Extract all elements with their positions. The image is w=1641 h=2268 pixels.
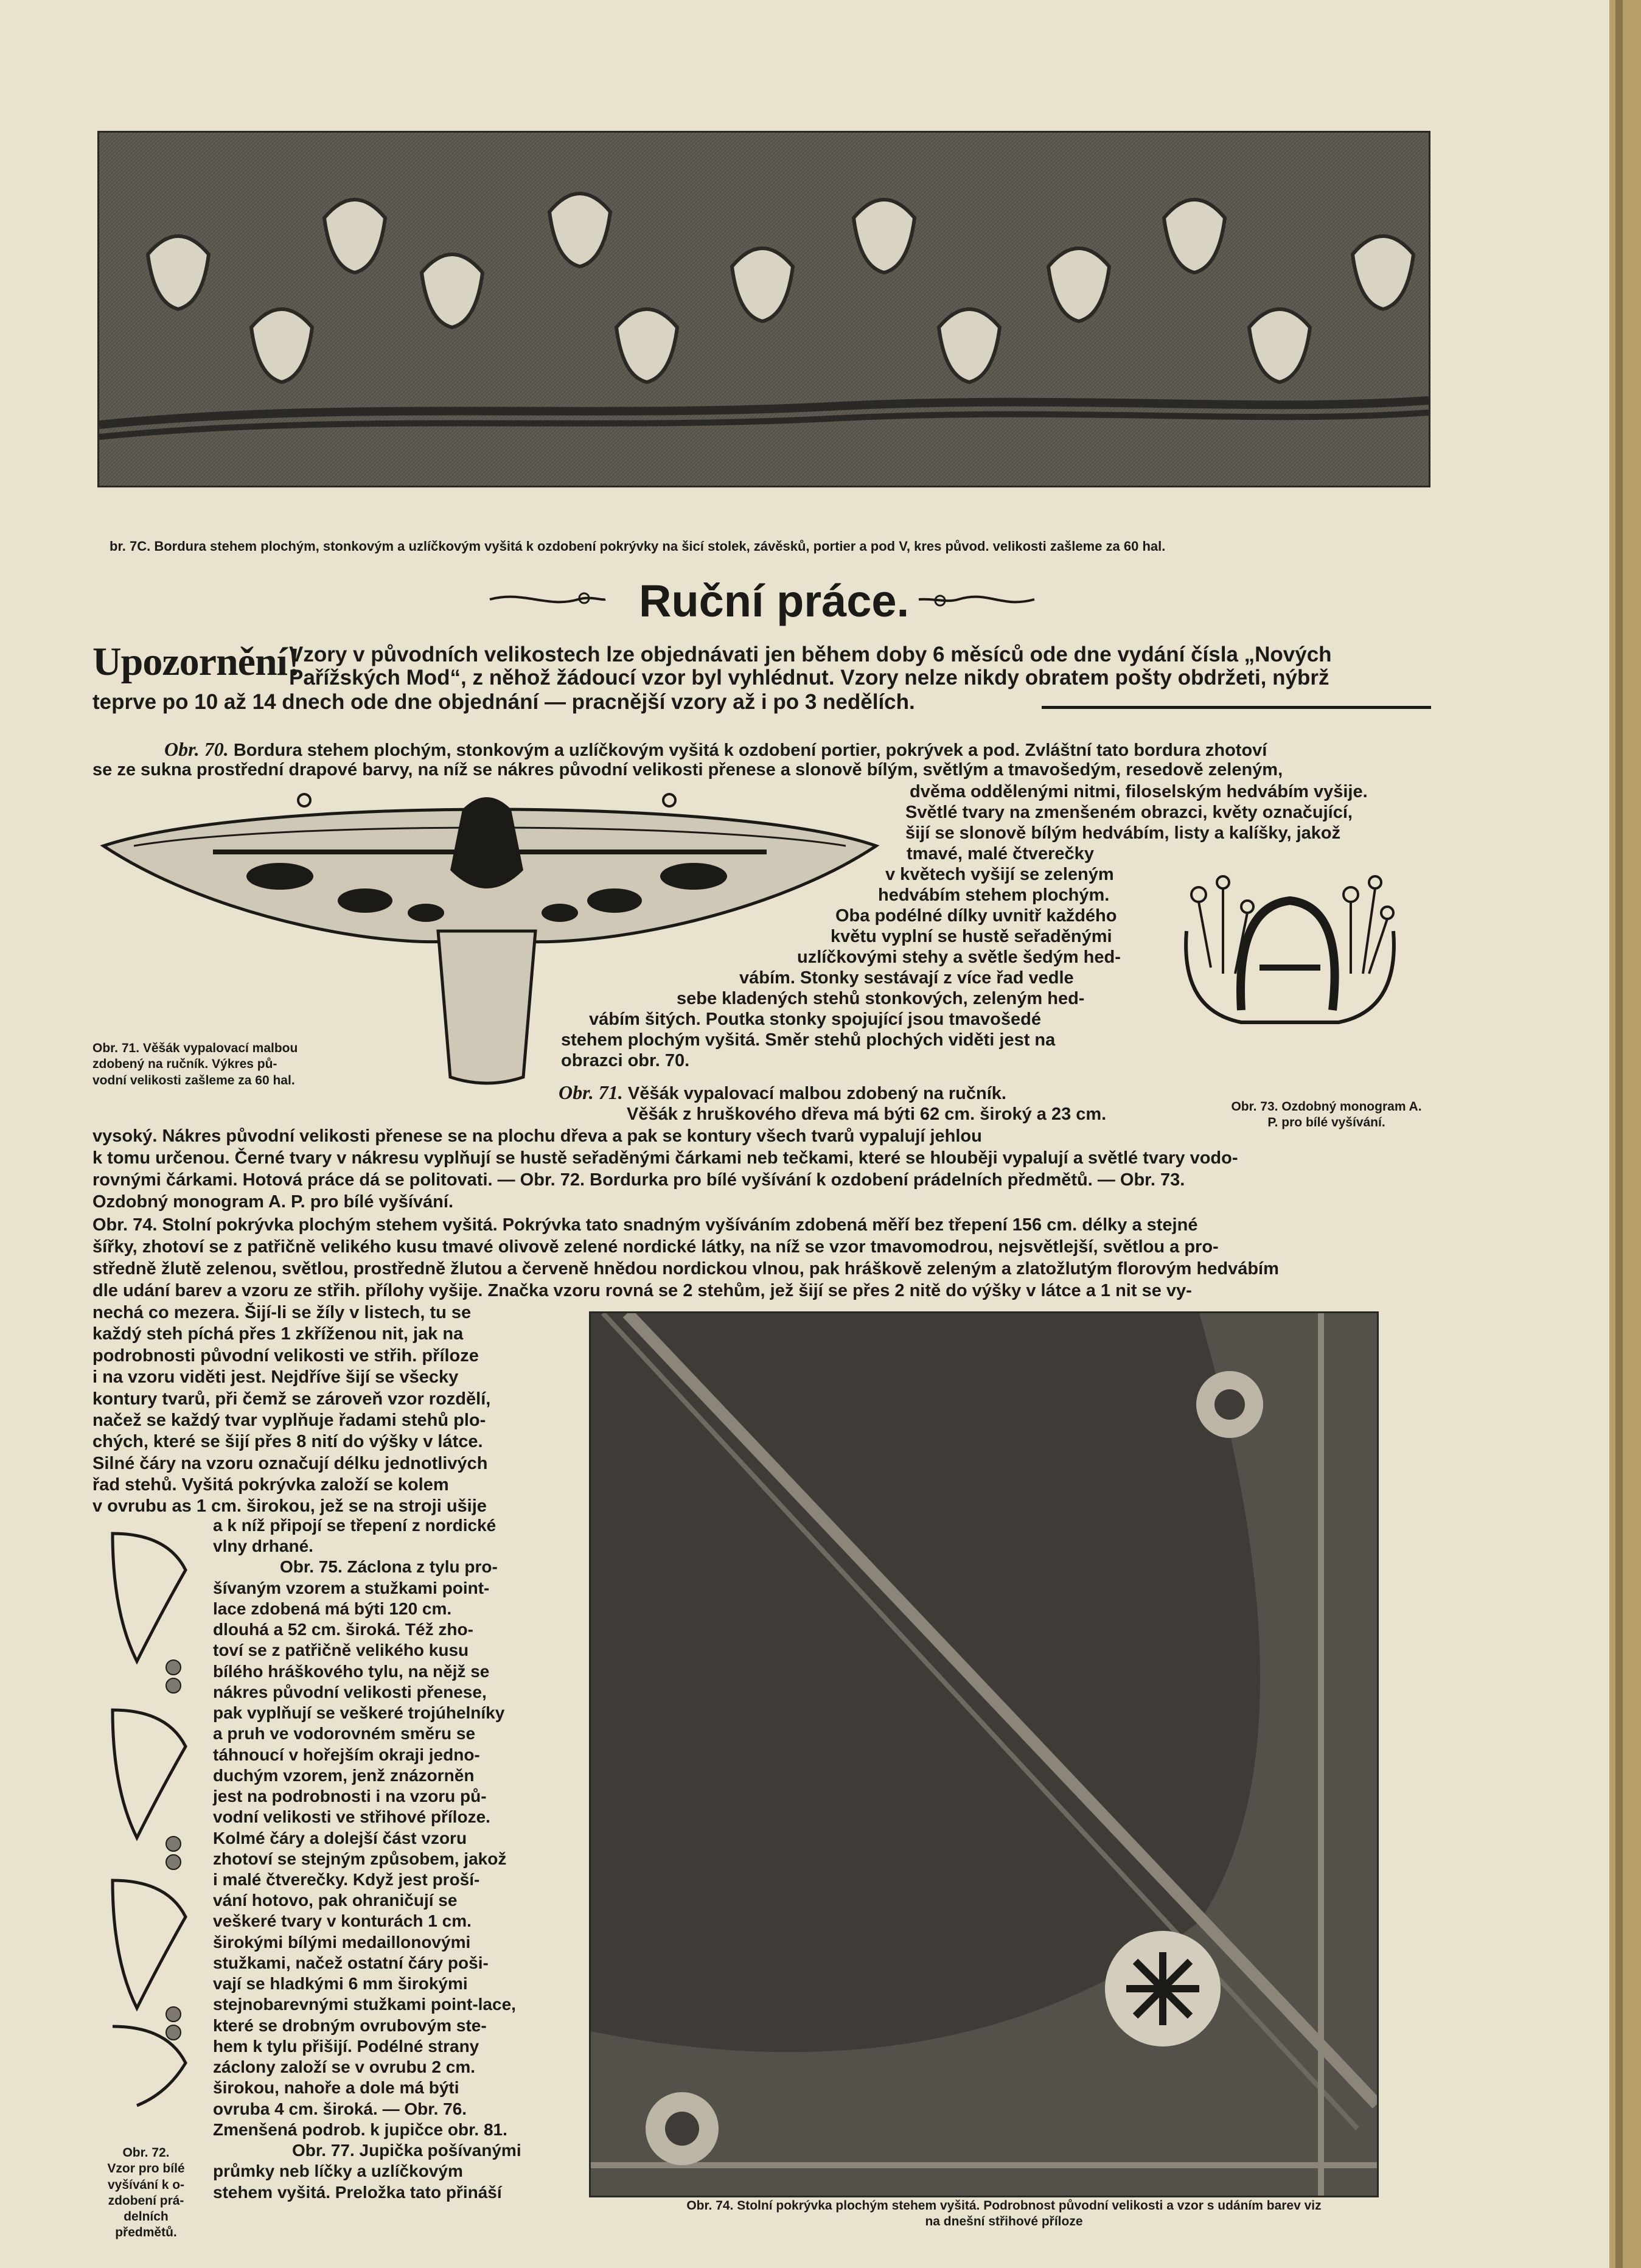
narrow-col-line-30: Zmenšená podrob. k jupičce obr. 81. (213, 2120, 507, 2139)
narrow-col-line-7: toví se z patřičně velikého kusu (213, 1641, 469, 1660)
narrow-col-line-26: hem k tylu přišijí. Podélné strany (213, 2036, 479, 2056)
fig72-caption-line-1: Obr. 72. (122, 2146, 170, 2160)
p71-line-1 (559, 1081, 1006, 1104)
p70-text-a: Bordura stehem plochým, stonkovým a uzlíčkovým vyšitá k ozdobení portier, pokrývek a pod. Zvláštní tato bordura zhotoví (233, 741, 1267, 760)
narrow-col-line-24: stejnobarevnými stužkami point-lace, (213, 1995, 516, 2014)
wrap-line-10: vábím. Stonky sestávají z více řad vedle (739, 968, 1074, 988)
wrap-line-13: stehem plochým vyšitá. Směr stehů plochých viděti jest na (561, 1030, 1056, 1050)
left-col-line-1: nechá co mezera. Šijí-li se žíly v listech, tu se (92, 1303, 472, 1322)
page-edge (1609, 0, 1641, 2268)
wrap-line-4: tmavé, malé čtverečky (907, 844, 1094, 864)
narrow-col-line-25: které se drobným ovrubovým ste- (213, 2015, 487, 2035)
narrow-col-line-18: i malé čtverečky. Když jest proší- (213, 1869, 480, 1889)
left-col-line-6: načež se každý tvar vyplňuje řadami stehů plo- (92, 1410, 486, 1430)
fig74-caption-line-2: na dnešní střihové příloze (925, 2214, 1083, 2229)
narrow-col-line-2: vlny drhané. (213, 1537, 313, 1556)
fig70-border-drawing (99, 133, 1429, 486)
fig72-border-image (100, 1527, 198, 2112)
fig74-caption (578, 2198, 1430, 2230)
page-edge-shadow (1615, 0, 1623, 2268)
fig72-caption-line-2: Vzor pro bílé (107, 2162, 185, 2176)
narrow-col-line-27: záclony založí se v ovrubu 2 cm. (213, 2057, 476, 2077)
wrap-line-11: sebe kladených stehů stonkových, zeleným hed- (677, 989, 1085, 1008)
narrow-col-line-12: táhnoucí v hořejším okraji jedno- (213, 1745, 480, 1764)
narrow-col-line-15: vodní velikosti ve střihové příloze. (213, 1807, 490, 1827)
narrow-col-line-33: stehem vyšitá. Preložka tato přináší (213, 2182, 502, 2202)
notice-line-1: Vzory v původních velikostech lze objednávati jen během doby 6 měsíců ode dne vydání čísla „Nových (289, 643, 1332, 666)
left-col-line-7: chých, které se šijí přes 8 nití do výšky v látce. (92, 1432, 483, 1452)
fig73-monogram-image (1168, 870, 1412, 1041)
full-line-5: Obr. 74. Stolní pokrývka plochým stehem vyšitá. Pokrývka tato snadným vyšíváním zdobená měří bez třepení 156 cm. délky a stejné (92, 1215, 1198, 1235)
narrow-col-line-1: a k níž připojí se třepení z nordické (213, 1516, 496, 1535)
wrap-line-6: hedvábím stehem plochým. (878, 885, 1110, 905)
wrap-line-8: květu vyplní se hustě seřaděnými (831, 927, 1112, 946)
notice-rule (1042, 706, 1431, 709)
fig74-caption-line-1: Obr. 74. Stolní pokrývka plochým stehem vyšitá. Podrobnost původní velikosti a vzor s udáním barev viz (686, 2199, 1322, 2213)
wrap-line-3: šijí se slonově bílým hedvábím, listy a kalíšky, jakož (905, 823, 1341, 843)
fig72-caption (91, 2145, 201, 2241)
p70-line-2: se ze sukna prostřední drapové barvy, na níž se nákres původní velikosti přenese a slonově bílým, světlým a tmavošedým, resedově zeleným, (92, 760, 1283, 780)
wrap-line-9: uzlíčkovými stehy a světle šedým hed- (797, 947, 1121, 967)
fig73-caption-line-2: P. pro bílé vyšívání. (1267, 1115, 1385, 1130)
left-col-line-9: řad stehů. Vyšitá pokrývka založí se kolem (92, 1475, 449, 1495)
fig74-tablecloth-image (589, 1311, 1379, 2197)
left-col-line-4: i na vzoru viděti jest. Nejdříve šijí se všecky (92, 1367, 459, 1387)
narrow-col-line-21: širokými bílými medaillonovými (213, 1932, 471, 1952)
fig71-caption (92, 1041, 378, 1089)
left-col (92, 1302, 555, 1518)
full-line-1: vysoký. Nákres původní velikosti přenese se na plochu dřeva a pak se kontury všech tvarů vypalují jehlou (92, 1126, 982, 1146)
left-col-line-5: kontury tvarů, při čemž se zároveň vzor rozdělí, (92, 1389, 491, 1409)
full-line-2: k tomu určenou. Černé tvary v nákresu vyplňují se hustě seřaděnými čárkami neb tečkami, které se hlouběji vypalují a světlé tvary vodo- (92, 1148, 1238, 1168)
p71-text-a: Věšák vypalovací malbou zdobený na ručník. (627, 1084, 1006, 1103)
fig71-caption-line-1: Obr. 71. Věšák vypalovací malbou (92, 1041, 298, 1055)
full-line-8: dle udání barev a vzoru ze střih. přílohy vyšije. Značka vzoru rovná se 2 stehům, jež šijí se přes 2 nitě do výšky v látce a 1 nit se vy- (92, 1281, 1192, 1300)
fig70-caption: br. 7C. Bordura stehem plochým, stonkovým a uzlíčkovým vyšitá k ozdobení pokrývky na šicí stolek, závěsků, portier a pod V, kres původ. velikosti zašleme za 60 hal. (110, 539, 1166, 554)
narrow-col-line-14: jest na podrobnosti i na vzoru pů- (213, 1787, 487, 1806)
fig70-border-image (97, 131, 1430, 487)
fig71-caption-line-3: vodní velikosti zašleme za 60 hal. (92, 1073, 295, 1087)
wrap-line-14: obrazci obr. 70. (561, 1051, 690, 1070)
wrap-line-7: Oba podélné dílky uvnitř každého (835, 906, 1117, 926)
narrow-col-line-10: pak vyplňují se veškeré trojúhelníky (213, 1703, 505, 1723)
narrow-col-line-6: dlouhá a 52 cm. široká. Též zho- (213, 1620, 473, 1639)
left-col-line-3: podrobnosti původní velikosti ve střih. příloze (92, 1345, 479, 1366)
narrow-col-line-16: Kolmé čáry a dolejší část vzoru (213, 1828, 467, 1848)
narrow-col-line-5: lace zdobená má býti 120 cm. (213, 1599, 452, 1618)
narrow-col-line-31: Obr. 77. Jupička pošívanými (292, 2141, 521, 2160)
narrow-col-line-22: stužkami, načež ostatní čáry poši- (213, 1953, 489, 1972)
narrow-col (213, 1515, 563, 2203)
notice-line-3: teprve po 10 až 14 dnech ode dne objednání — pracnější vzory až i po 3 nedělích. (92, 690, 915, 714)
heading-ornament-left (487, 587, 608, 615)
p70-label: Obr. 70. (164, 738, 229, 760)
narrow-col-line-3: Obr. 75. Záclona z tylu pro- (280, 1557, 498, 1577)
heading-ornament-right (916, 587, 1037, 615)
fig71-caption-line-2: zdobený na ručník. Výkres pů- (92, 1057, 277, 1072)
narrow-col-line-29: ovruba 4 cm. široká. — Obr. 76. (213, 2099, 467, 2118)
narrow-col-line-20: veškeré tvary v konturách 1 cm. (213, 1911, 472, 1931)
p71-line-2: Věšák z hruškového dřeva má býti 62 cm. široký a 23 cm. (627, 1104, 1107, 1124)
wrap-line-12: vábím šitých. Poutka stonky spojující jsou tmavošedé (589, 1010, 1041, 1029)
wrap-line-5: v květech vyšijí se zeleným (885, 865, 1114, 884)
narrow-col-line-8: bílého hráškového tylu, na nějž se (213, 1661, 490, 1681)
narrow-col-line-32: průmky neb líčky a uzlíčkovým (213, 2162, 463, 2181)
narrow-col-line-4: šívaným vzorem a stužkami point- (213, 1578, 490, 1597)
notice-label: Upozornění! (92, 640, 300, 684)
narrow-col-line-11: a pruh ve vodorovném směru se (213, 1724, 476, 1743)
narrow-col-line-19: vání hotovo, pak ohraničují se (213, 1891, 458, 1910)
fig73-caption (1211, 1099, 1442, 1131)
fig72-caption-line-3: vyšívání k o- (107, 2177, 185, 2192)
wrap-line-2: Světlé tvary na zmenšeném obrazci, květy označující, (905, 803, 1353, 822)
wrap-line-1: dvěma oddělenými nitmi, filoselským hedvábím vyšije. (910, 782, 1368, 801)
full-line-4: Ozdobný monogram A. P. pro bílé vyšívání. (92, 1192, 454, 1212)
narrow-col-line-9: nákres původní velikosti přenese, (213, 1682, 487, 1701)
p70-line-1 (164, 738, 1267, 761)
narrow-col-line-28: širokou, nahoře a dole má býti (213, 2078, 459, 2098)
left-col-line-10: v ovrubu as 1 cm. širokou, jež se na stroji ušije (92, 1496, 487, 1516)
fig72-caption-line-4: zdobení prá- (108, 2193, 184, 2208)
page-title: Ruční práce. (639, 576, 910, 626)
notice-line-2: Pařížských Mod“, z něhož žádoucí vzor byl vyhlédnut. Vzory nelze nikdy obratem pošty obdržeti, nýbrž (289, 666, 1329, 689)
fig72-caption-line-6: předmětů. (115, 2225, 177, 2240)
fig72-caption-line-5: delních (124, 2210, 169, 2224)
narrow-col-line-23: vají se hladkými 6 mm širokými (213, 1974, 468, 1994)
left-col-line-8: Silné čáry na vzoru označují délku jednotlivých (92, 1453, 488, 1473)
full-line-6: šířky, zhotoví se z patřičně velikého kusu tmavé olivově zelené nordické látky, na níž se vzor tmavomodrou, nejsvětlejší, světlou a pro- (92, 1237, 1219, 1257)
full-line-3: rovnými čárkami. Hotová práce dá se politovati. — Obr. 72. Bordurka pro bílé vyšívání k ozdobení prádelních předmětů. — Obr. 73. (92, 1170, 1185, 1190)
p71-label: Obr. 71. (559, 1081, 623, 1103)
narrow-col-line-13: duchým vzorem, jenž znázorněn (213, 1765, 475, 1785)
full-line-7: středně žlutě zelenou, světlou, prostředně žlutou a červeně hnědou nordickou vlnou, pak hráškově zeleným a zlatožlutým florovým hedvábím (92, 1259, 1279, 1279)
left-col-line-2: každý steh píchá přes 1 zkříženou nit, jak na (92, 1324, 464, 1344)
fig73-caption-line-1: Obr. 73. Ozdobný monogram A. (1231, 1100, 1422, 1114)
narrow-col-line-17: zhotoví se stejným způsobem, jakož (213, 1849, 507, 1868)
